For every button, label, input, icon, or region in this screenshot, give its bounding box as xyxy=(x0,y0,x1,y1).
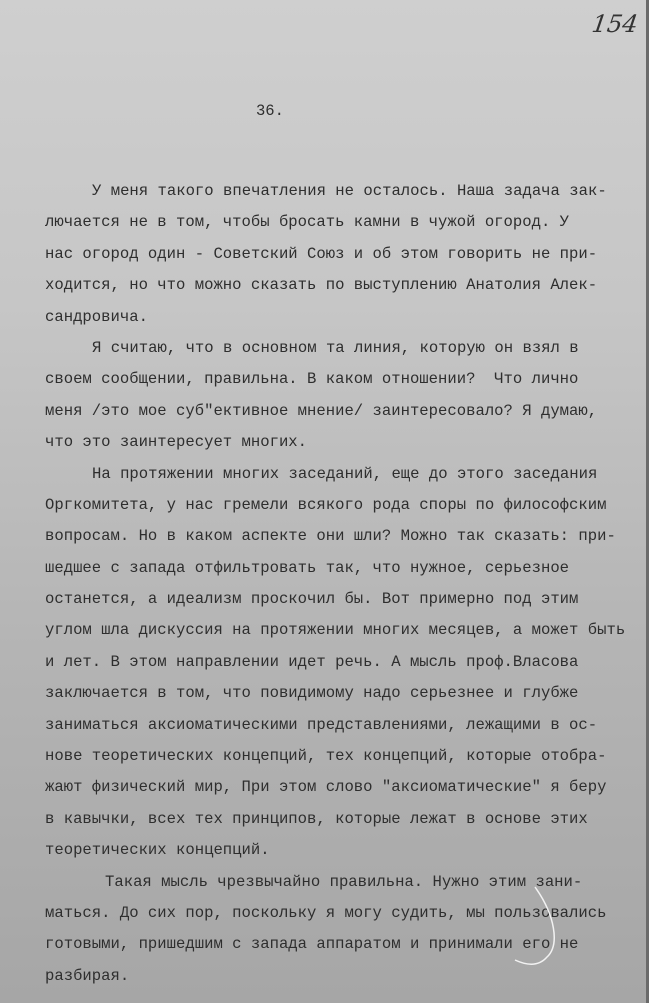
text-line: Я считаю, что в основном та линия, которую он взял в xyxy=(92,338,579,357)
text-line: ходится, но что можно сказать по выступлению Анатолия Алек- xyxy=(45,276,598,295)
text-line: На протяжении многих заседаний, еще до этого заседания xyxy=(92,464,598,483)
document-body xyxy=(45,176,625,992)
text-line: лючается не в том, чтобы бросать камни в чужой огород. У xyxy=(45,213,570,232)
pen-mark-icon xyxy=(505,885,565,970)
text-line: меня /это мое суб"ективное мнение/ заинтересовало? Я думаю, xyxy=(45,401,598,420)
text-line: теоретических концепций. xyxy=(45,841,270,860)
text-line: Такая мысль чрезвычайно правильна. Нужно этим зани- xyxy=(105,872,583,891)
text-line: заниматься аксиоматическими представлениями, лежащими в ос- xyxy=(45,715,598,734)
text-line: заключается в том, что повидимому надо серьезнее и глубже xyxy=(45,684,579,703)
text-line: У меня такого впечатления не осталось. Наша задача зак- xyxy=(92,182,607,200)
page-number: 36. xyxy=(256,102,284,120)
text-line: вопросам. Но в каком аспекте они шли? Можно так сказать: при- xyxy=(45,527,616,546)
text-line: жают физический мир, При этом слово "аксиоматические" я беру xyxy=(45,778,607,797)
text-line: своем сообщении, правильна. В каком отношении? Что лично xyxy=(45,370,579,389)
text-line: нас огород один - Советский Союз и об этом говорить не при- xyxy=(45,244,598,263)
text-line: шедшее с запада отфильтровать так, что нужное, серьезное xyxy=(45,558,570,577)
text-line: что это заинтересует многих. xyxy=(45,433,308,452)
text-line: нове теоретических концепций, тех концепций, которые отобра- xyxy=(45,747,607,766)
text-line: Оргкомитета, у нас гремели всякого рода споры по философским xyxy=(45,495,607,514)
text-line: в кавычки, всех тех принципов, которые лежат в основе этих xyxy=(45,809,588,828)
text-line: маться. До сих пор, поскольку я могу судить, мы пользовались xyxy=(45,903,607,922)
text-line: сандровича. xyxy=(45,307,148,326)
text-line: останется, а идеализм проскочил бы. Вот примерно под этим xyxy=(45,590,579,609)
text-line: углом шла дискуссия на протяжении многих месяцев, а может быть xyxy=(45,621,626,640)
text-line: разбирая. xyxy=(45,966,130,985)
archive-page-number: 154 xyxy=(590,10,640,38)
text-line: и лет. В этом направлении идет речь. А мысль проф.Власова xyxy=(45,652,579,671)
text-line: готовыми, пришедшим с запада аппаратом и принимали его не xyxy=(45,935,579,954)
